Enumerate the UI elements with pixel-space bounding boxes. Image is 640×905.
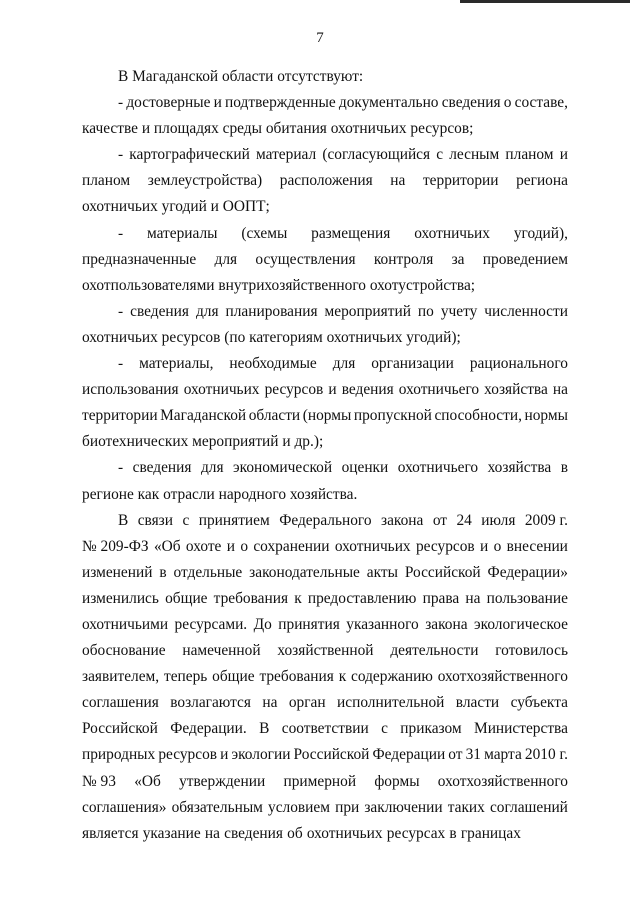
word: в	[449, 824, 457, 842]
word: «Об	[153, 537, 181, 555]
text-line	[82, 299, 568, 325]
paragraph-law-paragraph	[82, 508, 568, 847]
word: материалы,	[139, 355, 214, 373]
word: области	[248, 407, 301, 425]
page-number: 7	[316, 30, 324, 46]
word: субъекта	[510, 694, 568, 712]
word: № 93	[82, 772, 116, 790]
word: Российской	[293, 746, 370, 764]
word: для	[214, 250, 238, 268]
word: охотхозяйственного	[437, 772, 568, 790]
word: Федерации»	[487, 563, 568, 581]
text-line	[82, 90, 568, 116]
word: Магаданской	[160, 407, 247, 425]
word: природных	[82, 746, 156, 764]
word: Российской	[82, 720, 158, 738]
word: (согласующийся	[322, 146, 431, 164]
text-line	[82, 403, 568, 429]
text-line	[82, 586, 568, 612]
word: требования	[259, 668, 334, 686]
word: планирования	[225, 302, 318, 320]
word: соответствии	[281, 720, 369, 738]
word: возлагаются	[170, 694, 251, 712]
text-line	[82, 716, 568, 742]
word: планом	[82, 172, 131, 190]
word: расположения	[279, 172, 373, 190]
word: и	[213, 94, 222, 112]
word: исполнительной	[337, 694, 445, 712]
word: ресурсов	[158, 746, 218, 764]
word: охотничьих	[414, 224, 490, 242]
text-line	[82, 742, 568, 768]
word: угодий),	[513, 224, 568, 242]
text-line	[82, 142, 568, 168]
word: ресурсов	[264, 381, 324, 399]
paragraph-item-6	[82, 455, 568, 507]
word: экономической	[233, 459, 333, 477]
word: охотпользователями внутрихозяйственного охотустройства;	[82, 276, 476, 294]
corner-mark	[460, 0, 630, 3]
word: акты	[366, 563, 398, 581]
word: охотхозяйственного	[437, 668, 568, 686]
word: -	[118, 302, 124, 320]
word: Российской	[404, 563, 481, 581]
word: учету	[440, 302, 478, 320]
word: сведения	[224, 824, 283, 842]
paragraph-item-4	[82, 299, 568, 351]
word: марта	[484, 746, 522, 764]
word: к	[294, 589, 302, 607]
word: пользование	[486, 589, 568, 607]
word: обоснование	[82, 642, 166, 660]
word: и	[328, 381, 337, 399]
paragraph-item-5	[82, 351, 568, 455]
text-line	[82, 690, 568, 716]
word: лесным	[449, 146, 500, 164]
word: орган	[288, 694, 326, 712]
word: охотничьих угодий и ООПТ;	[82, 198, 270, 216]
word: требования	[213, 589, 289, 607]
word: ресурсов	[415, 537, 475, 555]
word: на	[552, 381, 568, 399]
word: мероприятий	[324, 302, 411, 320]
word: заявителем,	[82, 668, 160, 686]
word: осуществления	[255, 250, 356, 268]
word: 2010 г.	[524, 746, 568, 764]
word: является	[82, 824, 139, 842]
word: территории	[422, 172, 499, 190]
paragraph-item-3	[82, 221, 568, 299]
word: размещения	[311, 224, 391, 242]
text-line	[82, 273, 568, 299]
word: В	[259, 720, 270, 738]
word: В	[118, 511, 129, 529]
word: сохранении	[253, 537, 330, 555]
word: материалы	[146, 224, 218, 242]
word: и	[220, 746, 229, 764]
word: экологическое	[474, 615, 568, 633]
word: таких	[447, 798, 485, 816]
word: оценки	[341, 459, 389, 477]
word: предоставлению	[307, 589, 417, 607]
word: -	[118, 94, 124, 112]
word: и	[480, 537, 489, 555]
text-line	[82, 769, 568, 795]
word: заключении	[364, 798, 443, 816]
word: 24	[456, 511, 472, 529]
word: по	[417, 302, 434, 320]
word: содержанию	[351, 668, 433, 686]
word: хозяйства	[487, 459, 552, 477]
word: качестве и площадях среды обитания охотничьих ресурсов;	[82, 120, 474, 138]
word: при	[335, 798, 360, 816]
word: «Об	[134, 772, 161, 790]
text-line	[82, 560, 568, 586]
word: -	[118, 224, 124, 242]
word: Федерации	[372, 746, 446, 764]
word: -	[118, 355, 124, 373]
word: хозяйственной	[277, 642, 374, 660]
word: (нормы	[302, 407, 352, 425]
word: территории	[82, 407, 158, 425]
word: ресурсах	[386, 824, 446, 842]
word: хозяйства	[484, 381, 548, 399]
word: соглашения»	[82, 798, 167, 816]
word: для	[332, 355, 356, 373]
word: намеченной	[182, 642, 261, 660]
word: формы	[374, 772, 420, 790]
word: способности,	[434, 407, 522, 425]
word: материал	[256, 146, 317, 164]
word: и	[559, 146, 568, 164]
word: 2009 г.	[524, 511, 568, 529]
word: проведением	[482, 250, 568, 268]
word: о	[240, 537, 249, 555]
word: внесении	[506, 537, 568, 555]
word: в	[159, 563, 167, 581]
word: картографический	[129, 146, 250, 164]
word: составе,	[514, 94, 568, 112]
word: июля	[481, 511, 516, 529]
word: законодательные	[249, 563, 360, 581]
text-line	[82, 247, 568, 273]
text-line	[82, 455, 568, 481]
word: для	[195, 302, 219, 320]
word: землеустройства)	[147, 172, 263, 190]
word: -	[118, 459, 124, 477]
word: условием	[268, 798, 330, 816]
word: В Магаданской области отсутствуют:	[118, 68, 364, 85]
text-line	[82, 638, 568, 664]
word: рационального	[469, 355, 568, 373]
word: от	[432, 511, 448, 529]
text-line	[82, 795, 568, 821]
word: обязательным	[171, 798, 263, 816]
word: с	[381, 720, 388, 738]
word: 31	[465, 746, 481, 764]
word: № 209-ФЗ	[82, 537, 149, 555]
text-line	[82, 377, 568, 403]
word: с	[436, 146, 444, 164]
word: охотничьих	[183, 381, 260, 399]
word: для	[200, 459, 224, 477]
word: использования	[82, 381, 179, 399]
word: права	[422, 589, 460, 607]
text-line	[82, 64, 568, 90]
word: указанного	[346, 615, 419, 633]
word: к	[338, 668, 347, 686]
word: власти	[455, 694, 500, 712]
word: утверждении	[179, 772, 266, 790]
word: теперь	[163, 668, 208, 686]
word: отдельные	[173, 563, 243, 581]
text-line	[82, 612, 568, 638]
word: соглашений	[489, 798, 568, 816]
word: сведения	[132, 459, 192, 477]
word: ведения	[341, 381, 394, 399]
text-line	[82, 534, 568, 560]
word: сведения	[130, 302, 189, 320]
text-line	[82, 168, 568, 194]
word: сведения	[441, 94, 501, 112]
word: региона	[516, 172, 568, 190]
word: и	[226, 537, 235, 555]
word: закона	[381, 511, 424, 529]
word: указание	[142, 824, 201, 842]
word: предназначенные	[82, 250, 197, 268]
word: о	[503, 94, 512, 112]
text-line	[82, 194, 568, 220]
text-line	[82, 508, 568, 534]
word: за	[451, 250, 465, 268]
word: охотничьих	[306, 824, 383, 842]
word: Федерации.	[170, 720, 247, 738]
text-line	[82, 221, 568, 247]
word: нормы	[524, 407, 568, 425]
word: принятием	[198, 511, 270, 529]
word: принятия	[278, 615, 340, 633]
word: на	[465, 589, 481, 607]
word: охоте	[185, 537, 222, 555]
word: границах	[460, 824, 521, 842]
word: изменились	[82, 589, 159, 607]
word: (схемы	[241, 224, 288, 242]
word: планом	[505, 146, 554, 164]
document-body	[82, 64, 568, 847]
word: на	[262, 694, 278, 712]
word: ресурсами.	[174, 615, 248, 633]
paragraph-item-1	[82, 90, 568, 142]
paragraph-intro	[82, 64, 568, 90]
word: экологии	[231, 746, 291, 764]
word: с	[182, 511, 190, 529]
word: контроля	[373, 250, 434, 268]
word: организации	[371, 355, 454, 373]
word: связи	[137, 511, 173, 529]
text-line	[82, 482, 568, 508]
word: примерной	[283, 772, 357, 790]
word: биотехнических мероприятий и др.);	[82, 433, 324, 451]
word: достоверные	[126, 94, 211, 112]
text-line	[82, 821, 568, 847]
word: охотничьего	[397, 459, 479, 477]
word: о	[493, 537, 502, 555]
word: охотничьих ресурсов (по категориям охотничьих угодий);	[82, 328, 461, 346]
word: необходимые	[229, 355, 317, 373]
word: -	[118, 146, 124, 164]
paragraph-item-2	[82, 142, 568, 220]
word: общие	[212, 668, 255, 686]
text-line	[82, 116, 568, 142]
word: изменений	[82, 563, 153, 581]
word: от	[448, 746, 463, 764]
word: подтвержденные	[225, 94, 336, 112]
word: охотничьего	[398, 381, 480, 399]
word: охотничьих	[334, 537, 411, 555]
word: охотничьими	[82, 615, 169, 633]
word: на	[390, 172, 406, 190]
word: общие	[165, 589, 208, 607]
word: приказом	[400, 720, 462, 738]
word: готовилось	[495, 642, 568, 660]
text-line	[82, 351, 568, 377]
word: на	[204, 824, 220, 842]
word: Федерального	[279, 511, 372, 529]
word: об	[287, 824, 303, 842]
word: документально	[338, 94, 439, 112]
word: соглашения	[82, 694, 159, 712]
word: в	[560, 459, 568, 477]
word: деятельности	[390, 642, 479, 660]
word: пропускной	[353, 407, 432, 425]
text-line	[82, 325, 568, 351]
word: регионе как отрасли народного хозяйства.	[82, 485, 358, 503]
word: До	[253, 615, 272, 633]
word: Министерства	[474, 720, 568, 738]
word: закона	[425, 615, 468, 633]
text-line	[82, 664, 568, 690]
word: численности	[484, 302, 568, 320]
text-line	[82, 429, 568, 455]
